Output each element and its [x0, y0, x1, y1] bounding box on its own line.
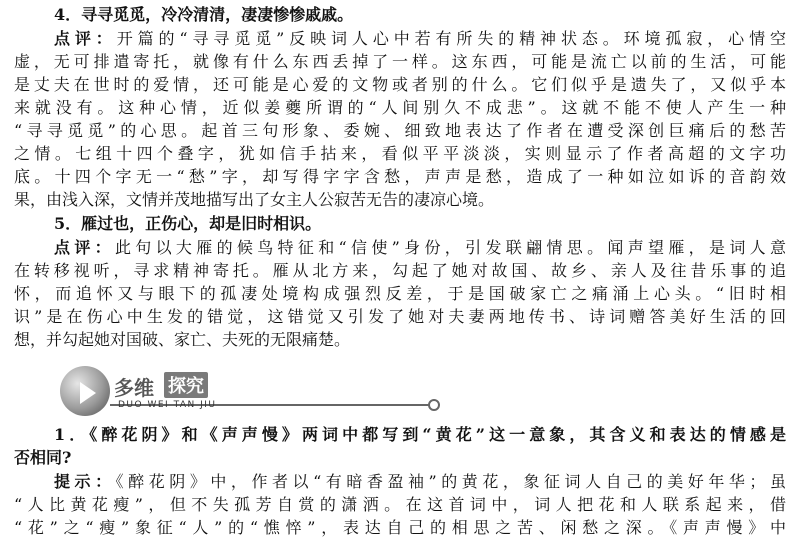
section-4-heading: 4．寻寻觅觅，冷冷清清，凄凄惨惨戚戚。 — [54, 5, 354, 24]
section-4-label: 点评： — [54, 29, 117, 48]
section-4-text: 开篇的“寻寻觅觅”反映词人心中若有所失的精神状态。环境孤寂，心情空 — [116, 29, 786, 48]
banner-title: 多维 — [114, 376, 154, 400]
section-5-text: 此句以大雁的候鸟特征和“信使”身份，引发联翩情思。闻声望雁，是词人意 — [114, 238, 786, 257]
question-1-line: 1．《醉花阴》和《声声慢》两词中都写到“黄花”这一意象，其含义和表达的情感是 — [54, 425, 786, 444]
section-banner — [60, 364, 440, 420]
hint-paragraph-line — [54, 471, 786, 493]
section-4-paragraph-line: “寻寻觅觅”的心思。起首三句形象、委婉、细致地表达了作者在遭受深创巨痛后的愁苦 — [14, 121, 786, 140]
section-5-paragraph-line: 在转移视听，寻求精神寄托。雁从北方来，勾起了她对故国、故乡、亲人及往昔乐事的追 — [14, 261, 786, 280]
section-4-paragraph-line — [54, 28, 786, 50]
hint-text: 《醉花阴》中，作者以“有暗香盈袖”的黄花，象征词人自己的美好年华；虽 — [115, 472, 786, 491]
play-icon — [60, 366, 110, 416]
banner-title-highlight: 探究 — [164, 372, 208, 398]
section-4-paragraph-line: 底。十四个字无一“愁”字，却写得字字含愁，声声是愁，造成了一种如泣如诉的音韵效 — [14, 167, 786, 186]
section-4-paragraph-line: 果，由浅入深，文情并茂地描写出了女主人公寂苦无告的凄凉心境。 — [14, 190, 495, 209]
banner-rule-end-dot — [428, 399, 440, 411]
section-5-label: 点评： — [54, 238, 115, 257]
question-1-line: 否相同? — [14, 448, 72, 467]
hint-label: 提示： — [54, 472, 116, 491]
hint-paragraph-line: “花”之“瘦”象征“人”的“憔悴”，表达自己的相思之苦、闲愁之深。《声声慢》中 — [14, 518, 786, 537]
section-5-paragraph-line: 想，并勾起她对国破、家亡、夫死的无限痛楚。 — [14, 330, 351, 349]
section-5-heading: 5．雁过也，正伤心，却是旧时相识。 — [54, 214, 322, 233]
section-4-paragraph-line: 是丈夫在世时的爱情，还可能是心爱的文物或者别的什么。它们似乎是遗失了，又似乎本 — [14, 75, 786, 94]
section-5-paragraph-line: 怀，而追怀又与眼下的孤凄处境构成强烈反差，于是国破家亡之痛涌上心头。“旧时相 — [14, 284, 786, 303]
hint-paragraph-line: “人比黄花瘦”，但不失孤芳自赏的潇洒。在这首词中，词人把花和人联系起来，借 — [14, 495, 786, 514]
section-4-paragraph-line: 之情。七组十四个叠字，犹如信手拈来，看似平平淡淡，实则显示了作者高超的文字功 — [14, 144, 786, 163]
section-4-paragraph-line: 来就没有。这种心情，近似姜夔所谓的“人间别久不成悲”。这就不能不使人产生一种 — [14, 98, 786, 117]
banner-subtitle: DUO WEI TAN JIU — [118, 400, 217, 410]
section-5-paragraph-line: 识”是在伤心中生发的错觉，这错觉又引发了她对夫妻两地传书、诗词赠答美好生活的回 — [14, 307, 786, 326]
section-5-paragraph-line — [54, 237, 786, 259]
section-4-paragraph-line: 虚，无可排遣寄托，就像有什么东西丢掉了一样。这东西，可能是流亡以前的生活，可能 — [14, 52, 786, 71]
